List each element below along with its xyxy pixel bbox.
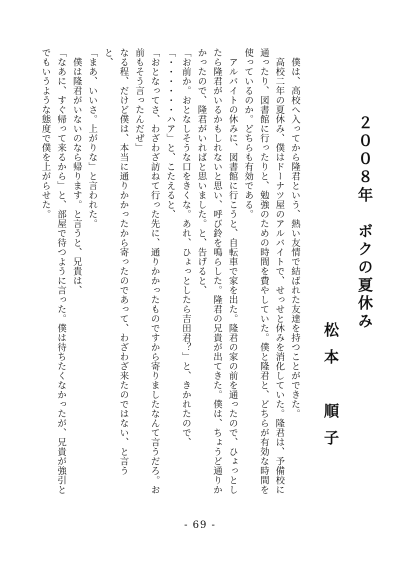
paragraph-line: 僕は、高校へ入ってから隆君という、熱い友情で結ばれた友達を持つことができた。 <box>289 48 300 419</box>
author-name: 松本 順子 <box>322 322 340 457</box>
paragraph-line: 高校二年の夏休み、僕はドーナツ屋のアルバイトで、せっせと休みを消化していた。隆君は、予備校に <box>273 48 285 495</box>
paragraph-line: たら隆君がいるかもしれないと思い、呼び鈴を鳴らした。隆君の兄貴が出てきた。僕は、ちょうど通りか <box>211 48 223 495</box>
body-text <box>37 48 302 508</box>
paragraph-line: かったので、隆君がいればと思いました。と、告げると、 <box>195 48 207 295</box>
paragraph-line: 「なあに、すぐ帰って来るから」と、部屋で待つように言った。僕は待ちたくなかったが、兄貴が強引と <box>55 48 67 495</box>
paragraph-line: 通ったり、図書館に行ったりと、勉強のための時間を費やしていた。僕と隆君と、どちらが有効な時間を <box>257 48 269 495</box>
paragraph-line: 僕は隆君がいないのなら帰ります。と言うと、兄貴は、 <box>70 48 82 295</box>
paragraph-line: アルバイトの休みに、図書館に行こうと、自転車で家を出た。隆君の家の前を通ったので、ひょっとし <box>226 48 238 495</box>
paragraph-line: 前もそう言ったんだぜ」 <box>133 48 145 153</box>
paragraph-line: でもいうような態度で僕を上がらせた。 <box>39 48 51 219</box>
paragraph-line: と、 <box>101 48 113 67</box>
paragraph-line: 「お前か。おとなしそうな口をきくな。あれ、ひょっとしたら吉田君？」と、きかれたので、 <box>179 48 191 447</box>
paragraph-line: 使っているのか。どちらも有効である。 <box>242 48 254 219</box>
paragraph-line: なる程、だけど僕は、本当に通りかかったから寄ったのであって、わざわざ来たのではない、と言う <box>117 48 129 476</box>
paragraph-line: 「おとなってさ、わざわざ訪ねて行った先に、通りかかったものですから寄りましたなんて言うだろ。お <box>148 48 160 495</box>
essay-title: ２００８年 ボクの夏休み <box>356 115 374 331</box>
paragraph-line: 「まあ、いいさ。上がりな」と言われた。 <box>86 48 98 229</box>
page-number: - 69 - <box>184 520 216 531</box>
paragraph-line: 「・・・・・・ハア」と、こたえると、 <box>164 48 176 219</box>
